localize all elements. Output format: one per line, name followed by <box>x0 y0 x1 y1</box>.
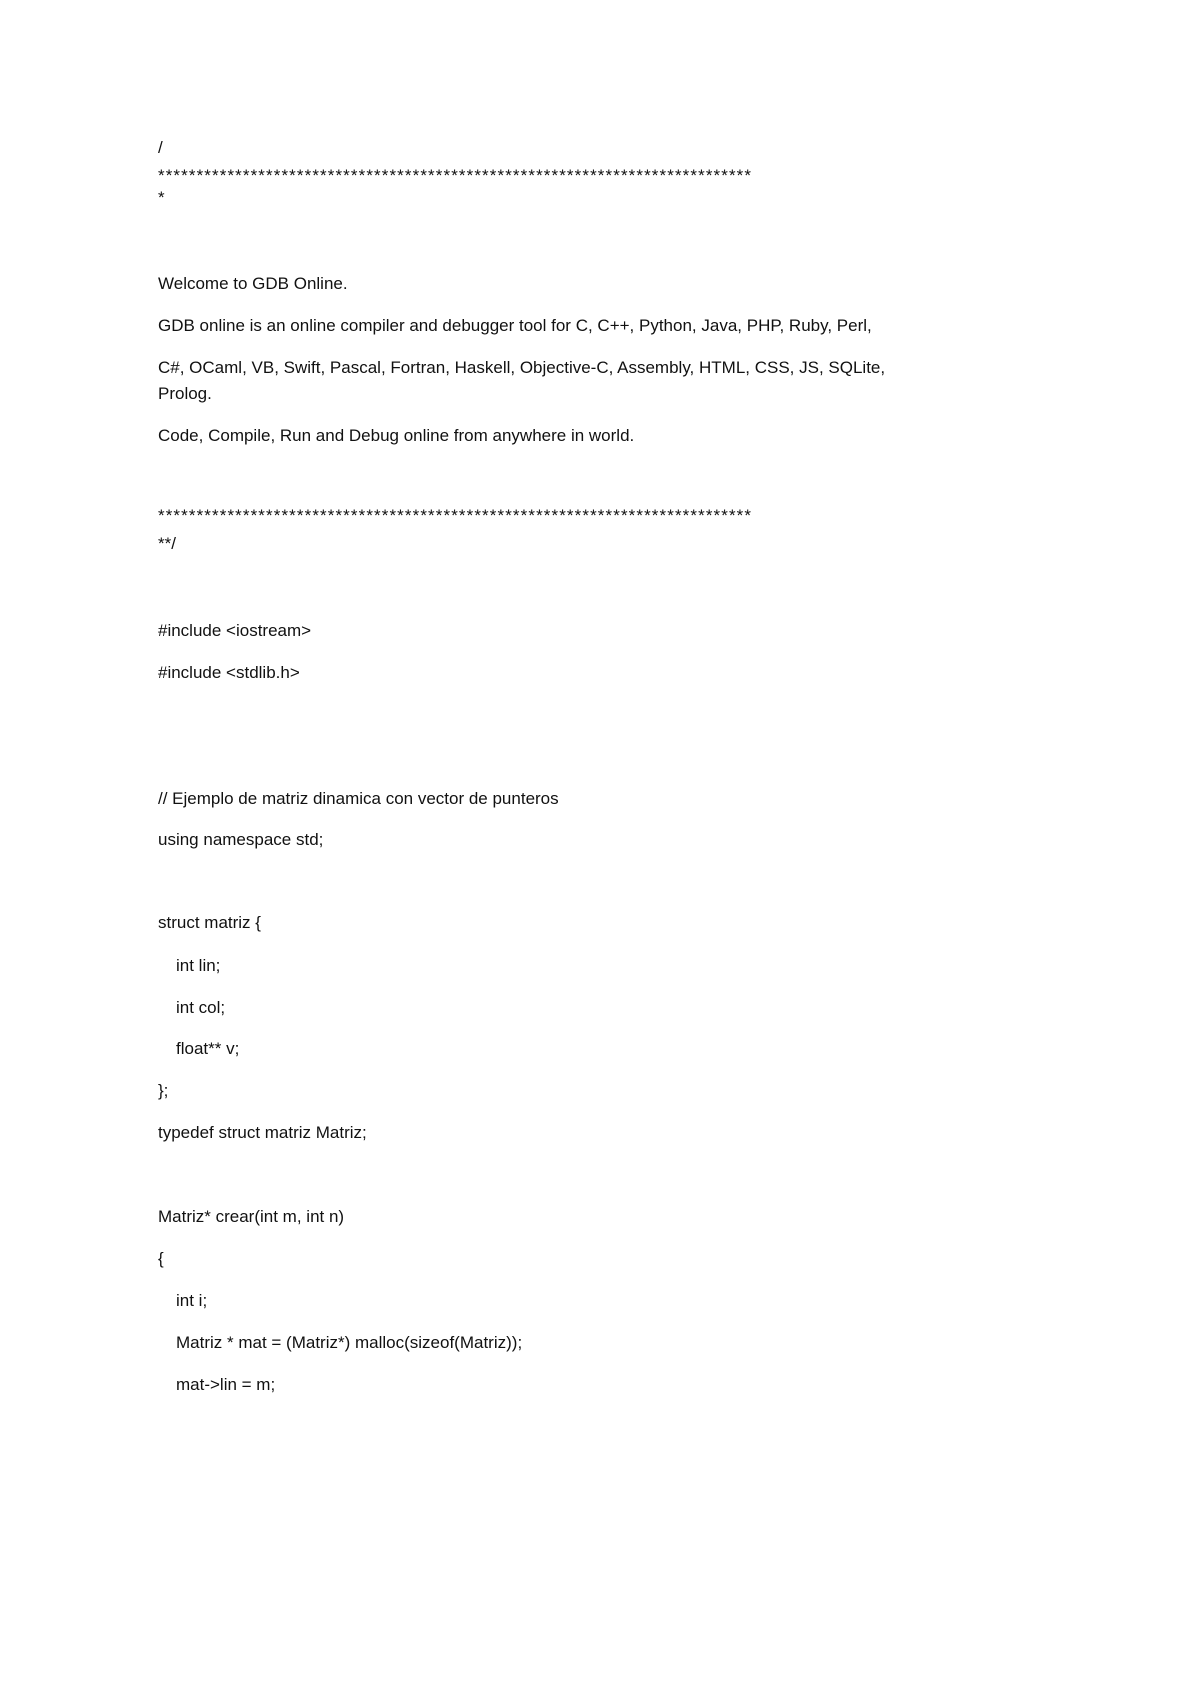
text-line: C#, OCaml, VB, Swift, Pascal, Fortran, Haskell, Objective-C, Assembly, HTML, CSS, JS, SQLite, <box>158 358 886 377</box>
code-line: int lin; <box>176 956 221 975</box>
code-line: mat->lin = m; <box>176 1375 276 1394</box>
code-line: }; <box>158 1081 169 1100</box>
code-line: typedef struct matriz Matriz; <box>158 1123 367 1142</box>
code-line: #include <stdlib.h> <box>158 663 300 682</box>
code-line: struct matriz { <box>158 913 261 932</box>
code-line: Matriz* crear(int m, int n) <box>158 1207 345 1226</box>
code-line: float** v; <box>176 1039 240 1058</box>
asterisk-line: * <box>158 188 165 207</box>
code-line: // Ejemplo de matriz dinamica con vector de punteros <box>158 789 559 808</box>
text-line: GDB online is an online compiler and debugger tool for C, C++, Python, Java, PHP, Ruby, Perl, <box>158 316 872 335</box>
comment-open: / <box>158 138 163 157</box>
code-line: { <box>158 1249 164 1268</box>
asterisk-line: ***************************************************************************** <box>158 166 753 185</box>
code-line: using namespace std; <box>158 830 324 849</box>
asterisk-line: ***************************************************************************** <box>158 506 753 525</box>
code-line: Matriz * mat = (Matriz*) malloc(sizeof(Matriz)); <box>176 1333 523 1352</box>
comment-close: **/ <box>158 534 176 553</box>
code-line: int col; <box>176 998 226 1017</box>
text-line: Prolog. <box>158 384 212 403</box>
code-line: #include <iostream> <box>158 621 312 640</box>
text-line: Code, Compile, Run and Debug online from anywhere in world. <box>158 426 635 445</box>
code-line: int i; <box>176 1291 208 1310</box>
text-line: Welcome to GDB Online. <box>158 274 348 293</box>
